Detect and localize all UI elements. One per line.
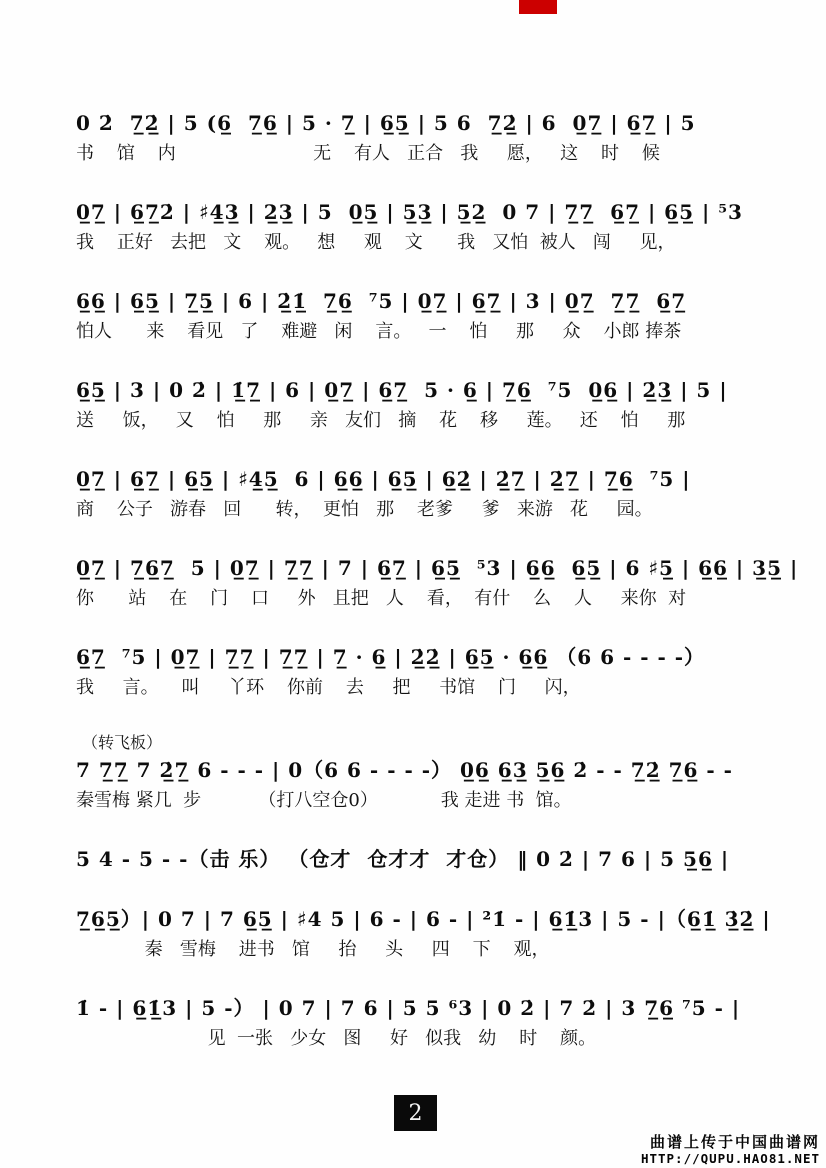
notation-line: 0̲7̲ | 7̲6̲7̲ 5 | 0̲7̲ | 7̲7̲ | 7 | 6̲7̲ | 6̲5̲ ⁵3 | 6̲6̲ 6̲5̲ | 6 ♯5̲ | 6̲6̲ | 3̲5̲ |: [76, 556, 799, 580]
lyrics-line: 我 言。 叫 丫环 你前 去 把 书馆 门 闪，: [76, 677, 581, 698]
score-system: [76, 995, 776, 1051]
score-system: [76, 733, 776, 813]
notation-line: 6̲6̲ | 6̲5̲ | 7̲5̲ | 6 | 2̲̇1̲̇ 7̲6̲ ⁷5 | 0̲7̲ | 6̲7̲ | 3 | 0̲7̲ 7̲7̲ 6̲7̲: [76, 289, 687, 313]
lyrics-line: 秦 雪梅 进书 馆 抬 头 四 下 观，: [76, 939, 550, 960]
lyrics-line: 见 一张 少女 图 好 似我 幼 时 颜。: [76, 1028, 597, 1049]
lyrics-line: 怕人 来 看见 了 难避 闲 言。 一 怕 那 众 小郎 捧茶: [76, 321, 682, 342]
score-system: [76, 846, 776, 873]
red-marker: [519, 0, 557, 14]
notation-line: 0̲7̲ | 6̲7̲2̇ | ♯4̲3̲ | 2̲3̲ | 5 0̲5̲ | 5̲3̲ | 5̲2̲ 0 7 | 7̲7̲ 6̲7̲ | 6̲5̲ | ⁵3: [76, 200, 743, 224]
notation-line: 6̲7̲ ⁷5 | 0̲7̲ | 7̲7̲ | 7̲7̲ | 7̲ · 6̲ | 2̲̇2̲̇ | 6̲5̲ · 6̲6̲ （6 6 - - - -）: [76, 645, 706, 669]
notation-line: 6̲5̲ | 3 | 0 2̇ | 1̲̇7̲ | 6 | 0̲7̲ | 6̲7̲ 5 · 6̲ | 7̲6̲ ⁷5 0̲6̲ | 2̲̇3̲ | 5 |: [76, 378, 728, 402]
page-number-badge: [394, 1095, 437, 1131]
lyrics-line: 秦雪梅 紧几 步 （打八空仓0） 我 走进 书 馆。: [76, 790, 572, 811]
footer: [641, 1134, 820, 1166]
page-number: 2: [408, 1100, 423, 1126]
lyrics-line: 书 馆 内 无 有人 正合 我 愿， 这 时 候: [76, 143, 660, 164]
score-system: [76, 288, 776, 344]
notation-line: 5 4 - 5 - -（击 乐） （仓才 仓才才 才仓） ‖ 0 2̇ | 7 6 | 5 5̲6̲ |: [76, 847, 730, 871]
score-systems: [76, 110, 799, 1084]
footer-url: HTTP://QUPU.HAO81.NET: [640, 1151, 820, 1166]
lyrics-line: 送 饭， 又 怕 那 亲 友们 摘 花 移 莲。 还 怕 那: [76, 410, 686, 431]
section-annotation: （转飞板）: [82, 733, 163, 752]
notation-line: 7̲6̲5̲）| 0 7 | 7 6̲5̲ | ♯4 5 | 6 - | 6 - | ²1̇ - | 6̲1̲̇3 | 5 - |（6̲1̲̇ 3̲̇2̲̇ |: [76, 907, 771, 931]
notation-line: 0̲7̲ | 6̲7̲ | 6̲5̲ | ♯4̲5̲ 6 | 6̲6̲ | 6̲5̲ | 6̲2̲̇ | 2̲̇7̲ | 2̲̇7̲ | 7̲6̲ ⁷5 |: [76, 467, 691, 491]
score-system: [76, 466, 776, 522]
lyrics-line: 我 正好 去把 文 观。 想 观 文 我 又怕 被人 闯 见，: [76, 232, 676, 253]
score-system: [76, 644, 776, 700]
score-system: [76, 906, 776, 962]
score-system: [76, 110, 776, 166]
score-system: [76, 555, 799, 611]
lyrics-line: 商 公子 游春 回 转， 更怕 那 老爹 爹 来游 花 园。: [76, 499, 653, 520]
score-system: [76, 377, 776, 433]
notation-line: 7 7̲7̲ 7 2̲̇7̲ 6 - - - | 0（6 6 - - - -） 0̲6̲ 6̲3̲ 5̲6̲ 2̇ - - 7̲2̲̇ 7̲6̲ - -: [76, 758, 733, 782]
notation-line: 0 2̇ 7̲2̲̇ | 5 (6̲ 7̲6̲ | 5 · 7̲ | 6̲5̲ | 5 6 7̲2̲̇ | 6 0̲7̲ | 6̲7̲ | 5: [76, 111, 696, 135]
lyrics-line: 你 站 在 门 口 外 且把 人 看， 有什 么 人 来你 对: [76, 588, 687, 609]
notation-line: 1̇ - | 6̲1̲̇3 | 5 -） | 0 7 | 7 6 | 5 5 ⁶3 | 0 2̇ | 7 2̇ | 3 7̲6̲ ⁷5 - |: [76, 996, 741, 1020]
footer-site-name: 曲谱上传于中国曲谱网: [649, 1133, 820, 1151]
score-system: [76, 199, 776, 255]
